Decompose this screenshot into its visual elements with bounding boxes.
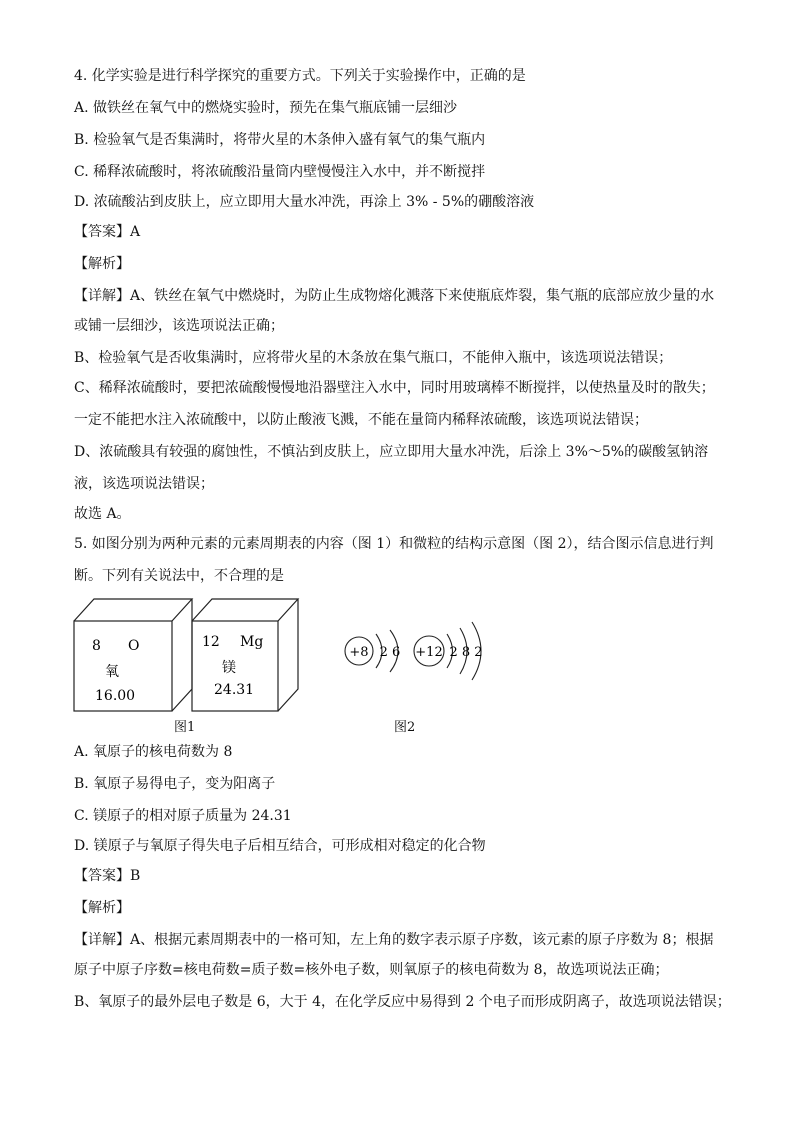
q4-detail-line: C、稀释浓硫酸时，要把浓硫酸慢慢地沿器壁注入水中，同时用玻璃棒不断搅拌，以使热量及时的散失； xyxy=(74,380,715,396)
oxygen-number: 8 xyxy=(92,638,101,654)
q5-option-b: B. 氧原子易得电子，变为阳离子 xyxy=(74,776,276,792)
q4-detail-line: 液，该选项说法错误； xyxy=(74,476,214,492)
oxygen-electrons: 2 6 xyxy=(379,645,401,660)
q4-detail-line: 一定不能把水注入浓硫酸中，以防止酸液飞溅，不能在量筒内稀释浓硫酸，该选项说法错误； xyxy=(74,412,648,428)
q5-detail-line: 原子中原子序数=核电荷数=质子数=核外电子数，则氧原子的核电荷数为 8，故选项说法正确； xyxy=(74,962,669,978)
q4-detail-line: 故选 A。 xyxy=(74,506,131,522)
q4-option-d: D. 浓硫酸沾到皮肤上，应立即用大量水冲洗，再涂上 3% - 5%的硼酸溶液 xyxy=(74,194,535,210)
magnesium-mass: 24.31 xyxy=(214,682,255,698)
q4-detail-line: D、浓硫酸具有较强的腐蚀性，不慎沾到皮肤上，应立即用大量水冲洗，后涂上 3%～5%的碳酸氢钠溶 xyxy=(74,444,709,460)
magnesium-name: 镁 xyxy=(222,660,236,676)
q4-detail-line: B、检验氧气是否收集满时，应将带火星的木条放在集气瓶口，不能伸入瓶中，该选项说法错误； xyxy=(74,350,673,366)
magnesium-number: 12 xyxy=(202,634,220,650)
magnesium-symbol: Mg xyxy=(240,634,264,650)
oxygen-symbol: O xyxy=(128,638,140,654)
q5-option-c: C. 镁原子的相对原子质量为 24.31 xyxy=(74,808,292,824)
q5-option-a: A. 氧原子的核电荷数为 8 xyxy=(74,744,233,760)
q5-figure xyxy=(70,596,530,736)
oxygen-mass: 16.00 xyxy=(95,688,136,704)
q5-detail-line: 【详解】A、根据元素周期表中的一格可知，左上角的数字表示原子序数，该元素的原子序数为 8；根据 xyxy=(74,932,714,948)
magnesium-cube-side xyxy=(278,599,298,711)
q4-detail-line: 【详解】A、铁丝在氧气中燃烧时，为防止生成物熔化溅落下来使瓶底炸裂，集气瓶的底部应放少量的水 xyxy=(74,288,715,304)
q4-stem: 4. 化学实验是进行科学探究的重要方式。下列关于实验操作中，正确的是 xyxy=(74,68,526,84)
q4-answer: 【答案】A xyxy=(74,224,141,240)
q4-option-b: B. 检验氧气是否集满时，将带火星的木条伸入盛有氧气的集气瓶内 xyxy=(74,132,486,148)
oxygen-name: 氧 xyxy=(105,664,119,680)
q4-option-a: A. 做铁丝在氧气中的燃烧实验时，预先在集气瓶底铺一层细沙 xyxy=(74,100,458,116)
oxygen-nucleus-label: +8 xyxy=(349,645,369,660)
oxygen-cube-side xyxy=(172,599,192,711)
q5-figure-svg xyxy=(70,596,530,736)
q4-option-c: C. 稀释浓硫酸时，将浓硫酸沿量筒内壁慢慢注入水中，并不断搅拌 xyxy=(74,164,486,180)
magnesium-nucleus-label: +12 xyxy=(415,645,443,660)
q5-option-d: D. 镁原子与氧原子得失电子后相互结合，可形成相对稳定的化合物 xyxy=(74,838,486,854)
magnesium-cube-top xyxy=(192,599,298,621)
q5-answer: 【答案】B xyxy=(74,868,141,884)
q5-stem: 断。下列有关说法中，不合理的是 xyxy=(74,568,284,584)
magnesium-electrons: 2 8 2 xyxy=(449,645,483,660)
q4-detail-line: 或铺一层细沙，该选项说法正确； xyxy=(74,318,284,334)
figure-caption-2: 图2 xyxy=(394,720,416,735)
q5-analysis-label: 【解析】 xyxy=(74,900,130,916)
q5-stem: 5. 如图分别为两种元素的元素周期表的内容（图 1）和微粒的结构示意图（图 2），结合图示信息进行判 xyxy=(74,536,714,552)
figure-caption-1: 图1 xyxy=(174,720,196,735)
q4-analysis-label: 【解析】 xyxy=(74,256,130,272)
q5-detail-line: B、氧原子的最外层电子数是 6，大于 4，在化学反应中易得到 2 个电子而形成阴离子，故选项说法错误； xyxy=(74,994,731,1010)
oxygen-cube-top xyxy=(74,599,192,621)
